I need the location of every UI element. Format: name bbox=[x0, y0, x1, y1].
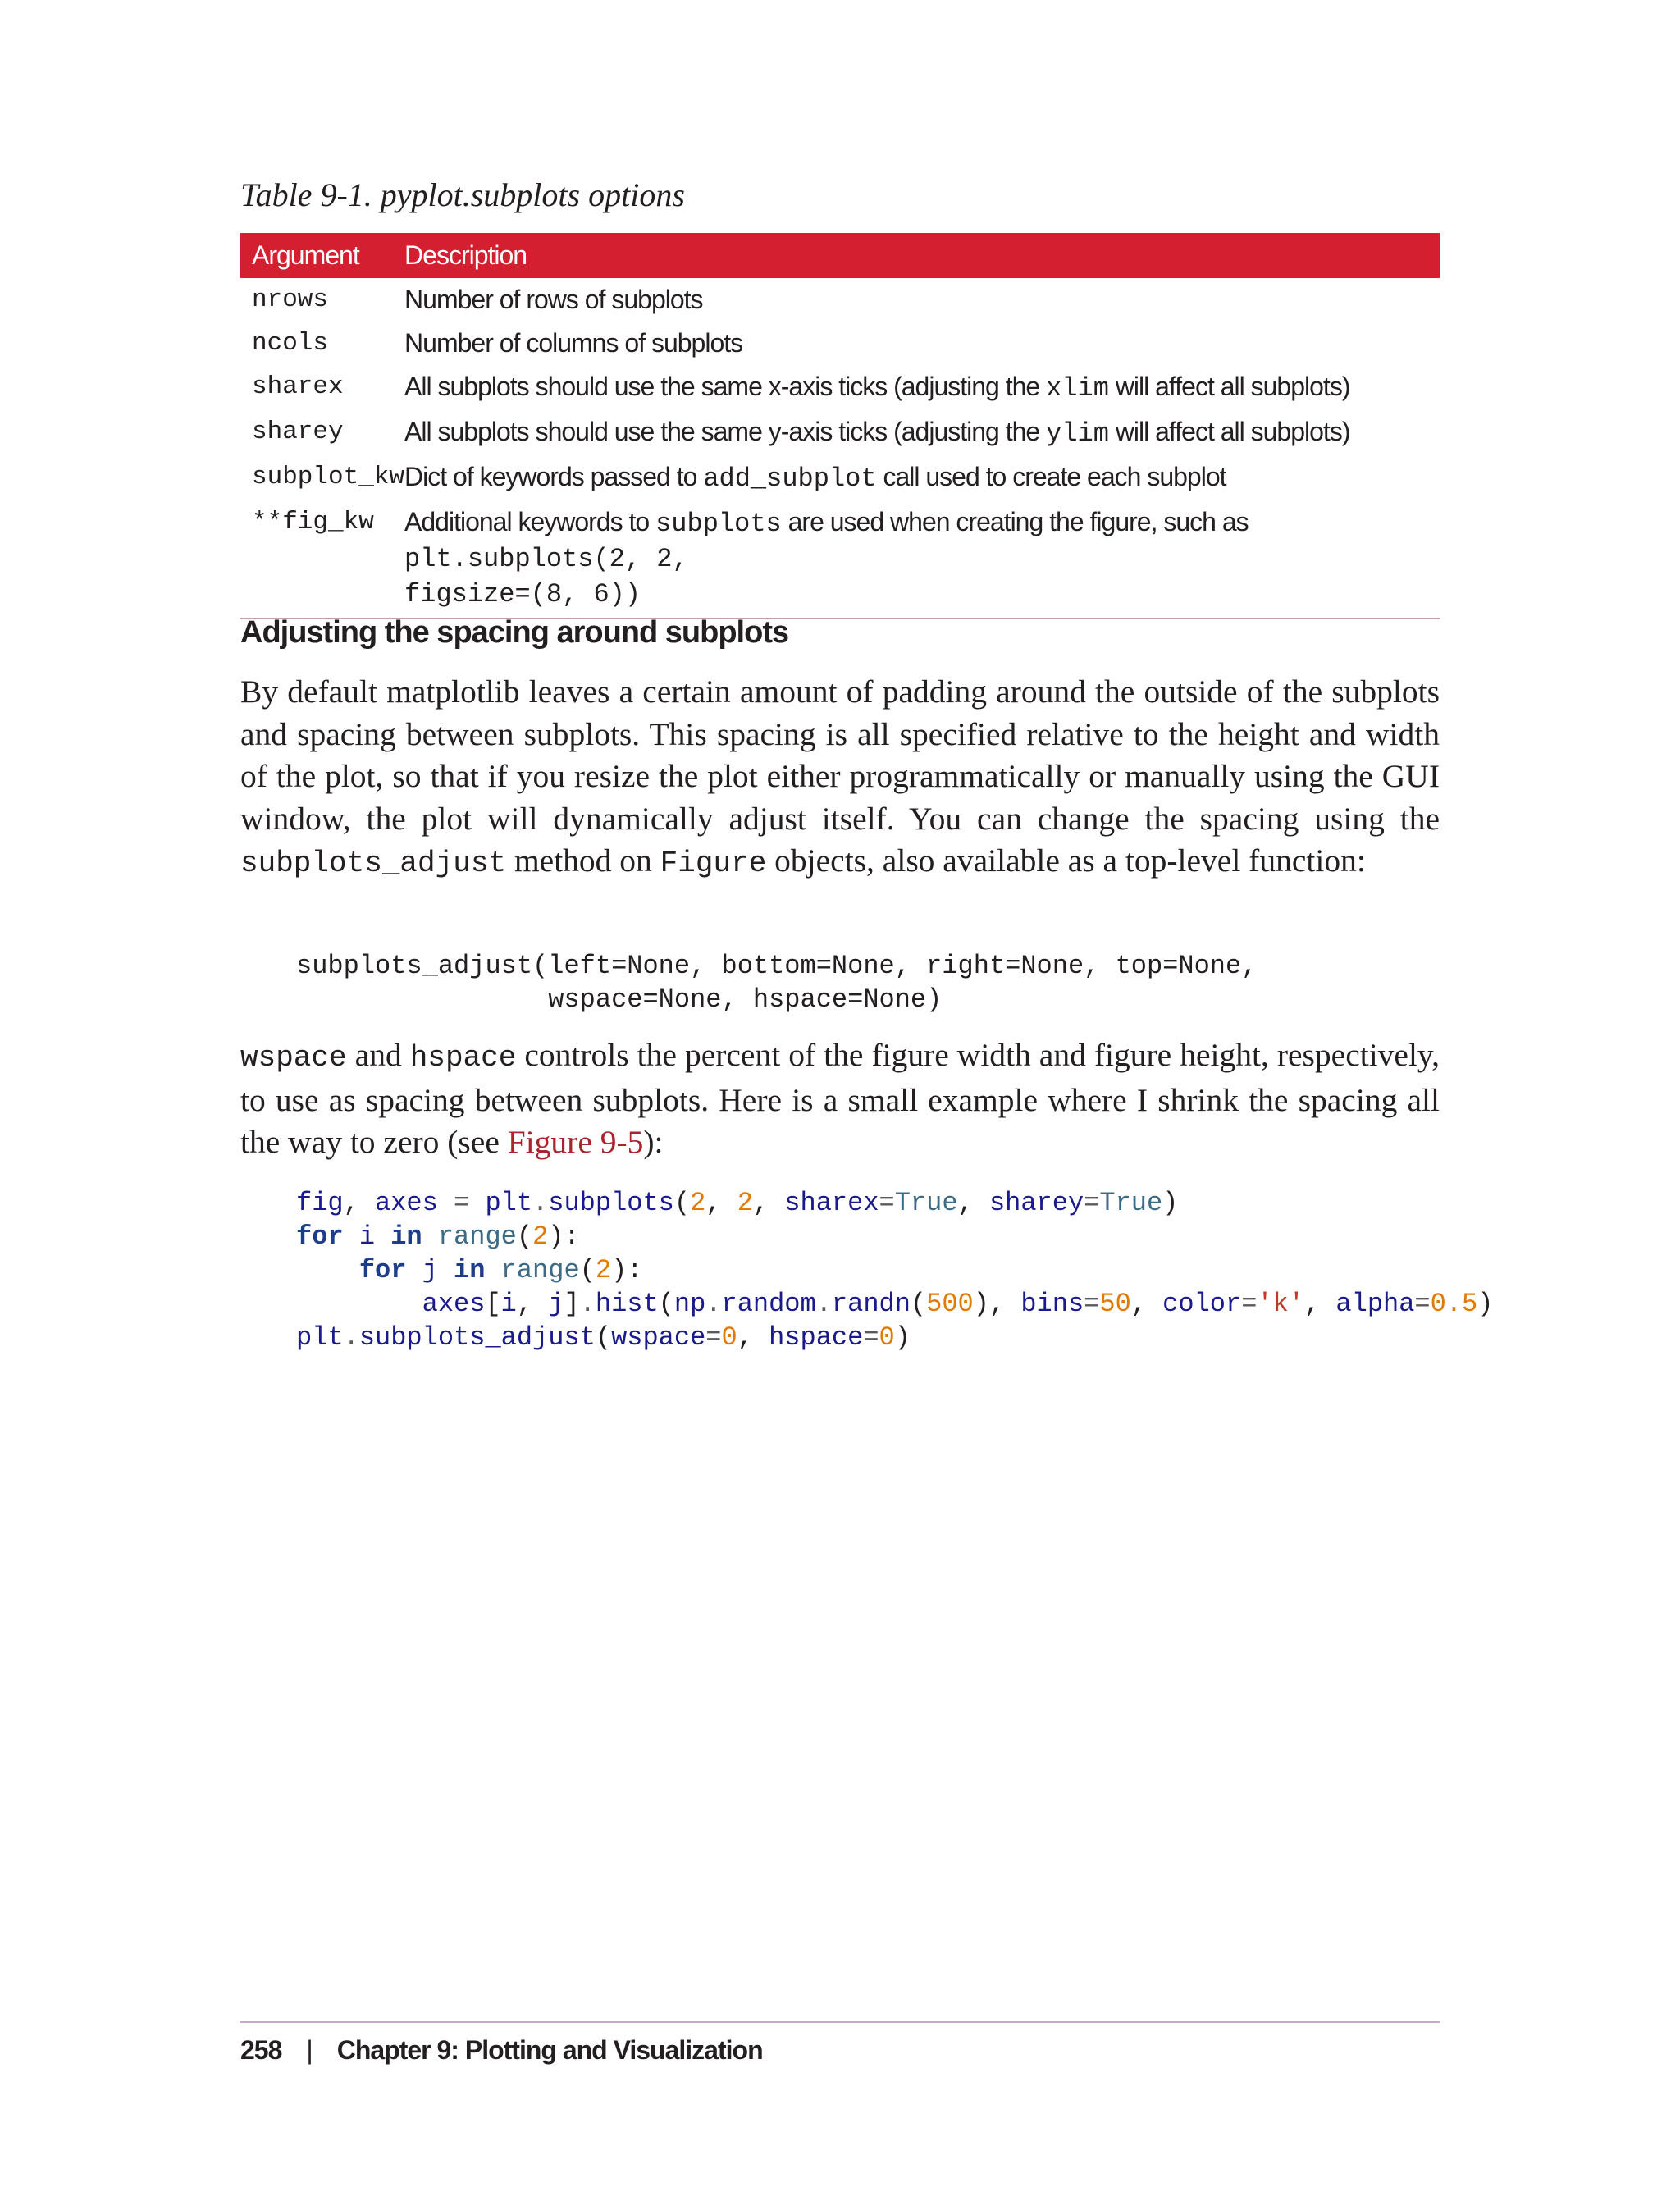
table-row bbox=[240, 410, 1440, 455]
arg-cell: **fig_kw bbox=[240, 500, 404, 619]
desc-text: Dict of keywords passed to bbox=[404, 462, 704, 491]
desc-text: All subplots should use the same x-axis ticks (adjusting the bbox=[404, 372, 1047, 401]
desc-cell: Number of columns of subplots bbox=[404, 328, 743, 358]
desc-text: will affect all subplots) bbox=[1108, 417, 1350, 446]
arg-cell: subplot_kw bbox=[252, 463, 405, 491]
code-line: wspace=None, hspace=None) bbox=[296, 984, 943, 1015]
arg-cell: sharey bbox=[252, 418, 344, 446]
section-heading: Adjusting the spacing around subplots bbox=[240, 615, 789, 650]
desc-cell bbox=[404, 500, 1440, 619]
desc-text: are used when creating the figure, such as bbox=[781, 507, 1249, 536]
inline-code: figsize=(8, 6)) bbox=[404, 579, 641, 609]
table-header-row bbox=[240, 233, 1440, 278]
page-footer bbox=[240, 2029, 763, 2070]
inline-code: xlim bbox=[1046, 373, 1109, 404]
arg-cell: sharex bbox=[252, 372, 344, 401]
table-row bbox=[240, 365, 1440, 410]
desc-text: call used to create each subplot bbox=[876, 462, 1226, 491]
inline-code: subplots bbox=[655, 509, 782, 539]
paragraph-text: method on bbox=[506, 842, 660, 879]
body-paragraph bbox=[240, 1034, 1440, 1164]
arg-cell: ncols bbox=[252, 329, 329, 358]
body-paragraph bbox=[240, 671, 1440, 885]
code-block-example bbox=[296, 1186, 1493, 1354]
page-number: 258 bbox=[240, 2035, 282, 2065]
code-line: subplots_adjust(left=None, bottom=None, right=None, top=None, bbox=[296, 951, 1258, 981]
desc-cell bbox=[404, 365, 1440, 410]
desc-cell bbox=[404, 455, 1440, 500]
chapter-title: Chapter 9: Plotting and Visualization bbox=[336, 2035, 763, 2065]
inline-code: wspace bbox=[240, 1041, 347, 1075]
inline-code: ylim bbox=[1046, 418, 1109, 449]
desc-text: Additional keywords to bbox=[404, 507, 656, 536]
table-row bbox=[240, 500, 1440, 619]
code-line: plt.subplots_adjust(wspace=0, hspace=0) bbox=[296, 1322, 911, 1353]
code-line: axes[i, j].hist(np.random.randn(500), bins=50, color='k', alpha=0.5) bbox=[422, 1289, 1494, 1319]
header-description: Description bbox=[404, 233, 1440, 278]
paragraph-text: controls the percent of the figure width and figure height, respectively, to use as spacing between subplots. Here is a small example where I shrink the spacing all the way to zero (see bbox=[240, 1037, 1440, 1160]
figure-link[interactable]: Figure 9-5 bbox=[507, 1124, 644, 1160]
code-line: fig, axes = plt.subplots(2, 2, sharex=True, sharey=True) bbox=[296, 1188, 1179, 1218]
table-row bbox=[240, 455, 1440, 500]
footer-rule bbox=[240, 2021, 1440, 2023]
arg-cell: nrows bbox=[252, 285, 329, 314]
paragraph-text: ): bbox=[643, 1124, 664, 1160]
desc-text: will affect all subplots) bbox=[1108, 372, 1350, 401]
paragraph-text: objects, also available as a top-level function: bbox=[766, 842, 1366, 879]
paragraph-text: and bbox=[346, 1037, 410, 1073]
header-argument: Argument bbox=[240, 233, 404, 278]
inline-code: hspace bbox=[409, 1041, 517, 1075]
paragraph-text: By default matplotlib leaves a certain amount of padding around the outside of the subplots and spacing between subplots. This spacing is all specified relative to the height and width of the plot, so that if you resize the plot either programmatically or manually using the GUI window, the plot will dynamically adjust itself. You can change the spacing using the bbox=[240, 673, 1440, 837]
inline-code: subplots_adjust bbox=[240, 847, 507, 880]
page bbox=[240, 0, 1494, 2205]
table-row bbox=[240, 278, 1440, 322]
table-caption: Table 9-1. pyplot.subplots options bbox=[240, 176, 685, 213]
footer-separator: | bbox=[306, 2035, 313, 2065]
options-table bbox=[240, 233, 1440, 619]
code-line: for i in range(2): bbox=[296, 1221, 580, 1252]
table-row bbox=[240, 322, 1440, 365]
desc-cell: Number of rows of subplots bbox=[404, 285, 703, 314]
inline-code: Figure bbox=[660, 847, 767, 880]
inline-code: add_subplot bbox=[703, 463, 877, 494]
desc-cell bbox=[404, 410, 1440, 455]
code-block-signature bbox=[296, 949, 1257, 1016]
code-line: for j in range(2): bbox=[358, 1255, 643, 1285]
inline-code: plt.subplots(2, 2, bbox=[404, 544, 688, 574]
desc-text: All subplots should use the same y-axis ticks (adjusting the bbox=[404, 417, 1047, 446]
